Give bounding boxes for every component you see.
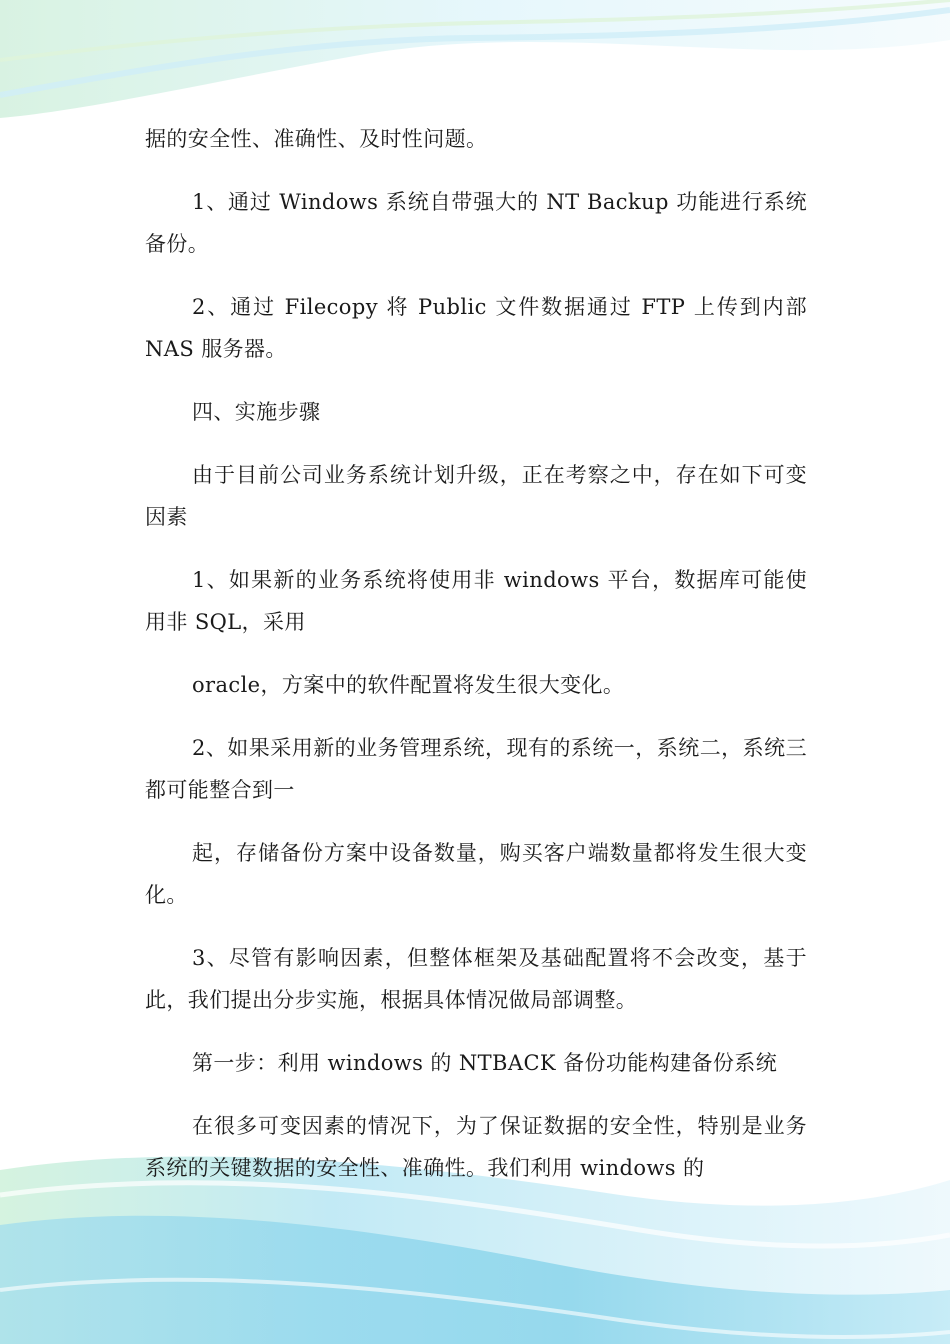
paragraph: oracle，方案中的软件配置将发生很大变化。 [192,673,625,697]
paragraph: 1、通过 Windows 系统自带强大的 NT Backup 功能进行系统备份。 [145,190,807,256]
paragraph: 3、尽管有影响因素，但整体框架及基础配置将不会改变，基于此，我们提出分步实施，根据具体情况做局部调整。 [145,946,807,1012]
paragraph: 1、如果新的业务系统将使用非 windows 平台，数据库可能使用非 SQL，采用 [145,568,807,634]
step-heading: 第一步：利用 windows 的 NTBACK 备份功能构建备份系统 [192,1051,778,1075]
paragraph: 2、通过 Filecopy 将 Public 文件数据通过 FTP 上传到内部 NAS 服务器。 [145,295,807,361]
document-body [145,118,807,1189]
paragraph: 起，存储备份方案中设备数量，购买客户端数量都将发生很大变化。 [145,841,807,907]
paragraph: 2、如果采用新的业务管理系统，现有的系统一，系统二，系统三都可能整合到一 [145,736,807,802]
paragraph: 由于目前公司业务系统计划升级，正在考察之中，存在如下可变因素 [145,463,807,529]
paragraph: 据的安全性、准确性、及时性问题。 [145,127,488,151]
paragraph: 在很多可变因素的情况下，为了保证数据的安全性，特别是业务系统的关键数据的安全性、准确性。我们利用 windows 的 [145,1114,807,1180]
top-wave-band [0,0,950,118]
section-heading: 四、实施步骤 [192,400,321,424]
